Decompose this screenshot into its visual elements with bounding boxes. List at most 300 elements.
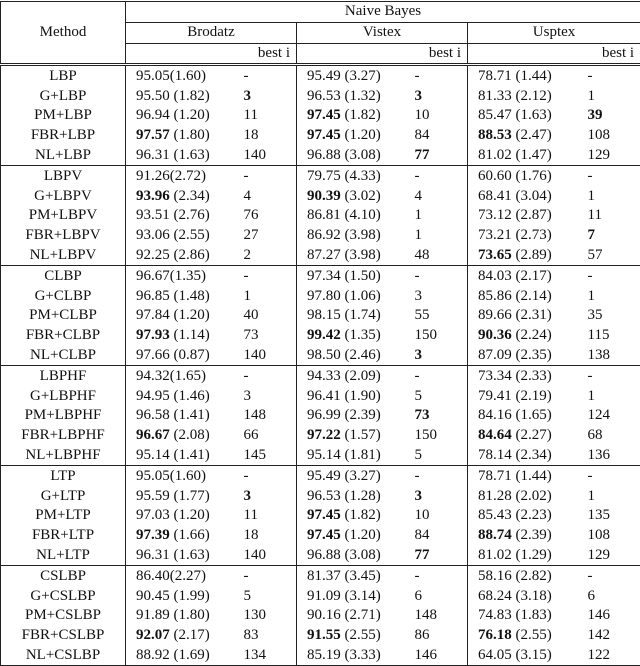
best-i-cell xyxy=(588,546,640,566)
method-cell: NL+LTP xyxy=(1,546,126,566)
accuracy-mean: 97.66 xyxy=(136,347,170,363)
accuracy-std: (1.82) xyxy=(341,507,381,523)
accuracy-cell xyxy=(126,266,244,286)
best-i-value: 1 xyxy=(244,288,252,304)
accuracy-std: (2.82) xyxy=(512,568,552,584)
best-i-value: 1 xyxy=(588,288,596,304)
accuracy-cell xyxy=(297,206,415,226)
accuracy-cell xyxy=(297,446,415,466)
best-i-cell xyxy=(244,306,297,326)
table-row xyxy=(1,586,640,606)
best-i-cell xyxy=(244,506,297,526)
accuracy-cell xyxy=(468,406,588,426)
accuracy-mean: 98.15 xyxy=(307,307,341,323)
best-i-cell xyxy=(244,366,297,386)
accuracy-std: (2.73) xyxy=(512,227,552,243)
accuracy-cell xyxy=(126,486,244,506)
accuracy-mean: 91.55 xyxy=(307,627,341,643)
accuracy-std: (1.63) xyxy=(512,107,552,123)
best-i-value: 129 xyxy=(588,547,611,563)
accuracy-mean: 99.42 xyxy=(307,327,341,343)
accuracy-std: (1.99) xyxy=(170,588,210,604)
method-cell: FBR+LBPHF xyxy=(1,426,126,446)
best-i-cell xyxy=(244,326,297,346)
accuracy-std: (1.77) xyxy=(170,488,210,504)
accuracy-mean: 97.22 xyxy=(307,427,341,443)
accuracy-cell xyxy=(297,286,415,306)
accuracy-std: (2.87) xyxy=(512,207,552,223)
method-cell: G+LTP xyxy=(1,486,126,506)
method-cell: PM+CLBP xyxy=(1,306,126,326)
best-i-value: 68 xyxy=(588,427,603,443)
best-i-cell xyxy=(244,566,297,586)
best-i-value: - xyxy=(588,268,593,284)
accuracy-cell xyxy=(297,326,415,346)
accuracy-std: (3.08) xyxy=(341,147,381,163)
accuracy-std: (3.27) xyxy=(341,68,381,84)
accuracy-cell xyxy=(126,646,244,666)
accuracy-cell xyxy=(468,65,588,86)
accuracy-mean: 73.34 xyxy=(478,368,512,384)
best-i-cell xyxy=(415,166,468,186)
accuracy-cell xyxy=(297,146,415,166)
accuracy-cell xyxy=(297,166,415,186)
accuracy-mean: 90.16 xyxy=(307,607,341,623)
accuracy-std: (3.15) xyxy=(512,647,552,663)
accuracy-mean: 94.95 xyxy=(136,388,170,404)
best-i-value: 142 xyxy=(588,627,611,643)
table-row xyxy=(1,246,640,266)
accuracy-cell xyxy=(297,406,415,426)
accuracy-std: (1.63) xyxy=(170,147,210,163)
best-i-cell xyxy=(415,206,468,226)
accuracy-cell xyxy=(468,226,588,246)
best-i-value: - xyxy=(415,168,420,184)
best-i-value: 5 xyxy=(415,388,423,404)
method-cell: FBR+LBP xyxy=(1,126,126,146)
accuracy-std: (2.23) xyxy=(512,507,552,523)
accuracy-mean: 81.28 xyxy=(478,488,512,504)
accuracy-std: (1.41) xyxy=(170,407,210,423)
accuracy-std: (1.66) xyxy=(170,527,210,543)
accuracy-cell xyxy=(468,366,588,386)
accuracy-mean: 81.37 xyxy=(307,568,341,584)
best-i-cell xyxy=(244,226,297,246)
accuracy-cell xyxy=(297,65,415,86)
best-i-cell xyxy=(588,166,640,186)
method-cell: FBR+CSLBP xyxy=(1,626,126,646)
accuracy-std: (2.34) xyxy=(512,447,552,463)
best-i-value: - xyxy=(244,568,249,584)
accuracy-cell xyxy=(126,406,244,426)
best-i-cell xyxy=(588,586,640,606)
accuracy-cell xyxy=(468,546,588,566)
best-i-value: 3 xyxy=(415,288,423,304)
accuracy-std: (1.57) xyxy=(341,427,381,443)
best-i-value: - xyxy=(415,468,420,484)
table-row xyxy=(1,506,640,526)
accuracy-std: (1.41) xyxy=(170,447,210,463)
best-i-cell xyxy=(415,126,468,146)
accuracy-cell xyxy=(468,266,588,286)
accuracy-cell xyxy=(126,606,244,626)
best-i-cell xyxy=(415,346,468,366)
method-cell: NL+LBPHF xyxy=(1,446,126,466)
table-row xyxy=(1,226,640,246)
table-row xyxy=(1,366,640,386)
accuracy-cell xyxy=(297,646,415,666)
best-i-cell xyxy=(588,606,640,626)
method-cell: CLBP xyxy=(1,266,126,286)
accuracy-mean: 96.58 xyxy=(136,407,170,423)
accuracy-std: (3.33) xyxy=(341,647,381,663)
accuracy-std: (2.86) xyxy=(170,247,210,263)
accuracy-cell xyxy=(126,186,244,206)
accuracy-std: (2.02) xyxy=(512,488,552,504)
best-i-cell xyxy=(588,486,640,506)
best-i-cell xyxy=(415,466,468,486)
accuracy-std: (2.55) xyxy=(512,627,552,643)
accuracy-mean: 79.75 xyxy=(307,168,341,184)
best-i-value: 48 xyxy=(415,247,430,263)
method-cell: PM+LBPHF xyxy=(1,406,126,426)
best-i-cell xyxy=(588,426,640,446)
best-i-cell xyxy=(415,606,468,626)
best-i-cell xyxy=(588,346,640,366)
accuracy-cell xyxy=(126,346,244,366)
best-i-value: 148 xyxy=(244,407,267,423)
table-row xyxy=(1,326,640,346)
accuracy-cell xyxy=(126,65,244,86)
table-row xyxy=(1,166,640,186)
table-row xyxy=(1,106,640,126)
accuracy-cell xyxy=(126,366,244,386)
accuracy-cell xyxy=(126,446,244,466)
accuracy-mean: 74.83 xyxy=(478,607,512,623)
best-i-cell xyxy=(415,446,468,466)
accuracy-std: (0.87) xyxy=(170,347,210,363)
accuracy-std: (1.69) xyxy=(170,647,210,663)
accuracy-std: (2.35) xyxy=(512,347,552,363)
accuracy-mean: 58.16 xyxy=(478,568,512,584)
best-i-value: - xyxy=(415,268,420,284)
best-i-value: 11 xyxy=(588,207,602,223)
accuracy-std: (1.82) xyxy=(341,107,381,123)
accuracy-mean: 64.05 xyxy=(478,647,512,663)
accuracy-cell xyxy=(126,86,244,106)
accuracy-cell xyxy=(126,226,244,246)
table-row xyxy=(1,206,640,226)
best-i-cell xyxy=(415,306,468,326)
accuracy-cell xyxy=(468,166,588,186)
best-i-value: 130 xyxy=(244,607,267,623)
best-i-cell xyxy=(244,606,297,626)
accuracy-std: (2.46) xyxy=(341,347,381,363)
table-row xyxy=(1,306,640,326)
best-i-value: 3 xyxy=(415,88,423,104)
method-header: Method xyxy=(1,2,126,65)
accuracy-std: (1.46) xyxy=(170,388,210,404)
accuracy-mean: 95.49 xyxy=(307,468,341,484)
best-i-cell xyxy=(588,186,640,206)
method-cell: NL+CSLBP xyxy=(1,646,126,666)
accuracy-mean: 96.99 xyxy=(307,407,341,423)
best-i-cell xyxy=(415,526,468,546)
accuracy-std: (1.60) xyxy=(170,468,206,484)
accuracy-mean: 95.05 xyxy=(136,468,170,484)
best-i-cell xyxy=(588,286,640,306)
best-i-cell xyxy=(244,146,297,166)
best-i-value: - xyxy=(588,468,593,484)
accuracy-std: (2.08) xyxy=(170,427,210,443)
method-cell: LBP xyxy=(1,65,126,86)
accuracy-std: (1.80) xyxy=(170,127,210,143)
best-i-value: 1 xyxy=(415,207,423,223)
accuracy-std: (1.76) xyxy=(512,168,552,184)
accuracy-cell xyxy=(468,506,588,526)
accuracy-cell xyxy=(126,546,244,566)
accuracy-cell xyxy=(468,466,588,486)
accuracy-mean: 95.14 xyxy=(307,447,341,463)
best-i-value: 18 xyxy=(244,127,259,143)
accuracy-cell xyxy=(297,246,415,266)
best-i-value: 77 xyxy=(415,147,430,163)
method-cell: NL+LBP xyxy=(1,146,126,166)
accuracy-mean: 76.18 xyxy=(478,627,512,643)
best-i-header: best i xyxy=(126,43,297,65)
accuracy-mean: 60.60 xyxy=(478,168,512,184)
best-i-value: 40 xyxy=(244,307,259,323)
accuracy-mean: 73.12 xyxy=(478,207,512,223)
accuracy-cell xyxy=(297,366,415,386)
accuracy-std: (2.47) xyxy=(512,127,552,143)
best-i-cell xyxy=(415,406,468,426)
method-cell: G+LBPV xyxy=(1,186,126,206)
accuracy-cell xyxy=(468,206,588,226)
best-i-cell xyxy=(244,626,297,646)
best-i-value: 140 xyxy=(244,147,267,163)
best-i-cell xyxy=(588,266,640,286)
accuracy-cell xyxy=(126,586,244,606)
accuracy-mean: 95.59 xyxy=(136,488,170,504)
accuracy-cell xyxy=(126,626,244,646)
accuracy-mean: 96.88 xyxy=(307,547,341,563)
best-i-value: 148 xyxy=(415,607,438,623)
accuracy-std: (1.47) xyxy=(512,147,552,163)
accuracy-mean: 97.45 xyxy=(307,127,341,143)
best-i-value: 77 xyxy=(415,547,430,563)
best-i-cell xyxy=(415,486,468,506)
table-row xyxy=(1,606,640,626)
accuracy-std: (4.10) xyxy=(341,207,381,223)
best-i-cell xyxy=(415,506,468,526)
accuracy-std: (1.81) xyxy=(341,447,381,463)
best-i-cell xyxy=(244,426,297,446)
accuracy-mean: 87.27 xyxy=(307,247,341,263)
accuracy-cell xyxy=(468,306,588,326)
best-i-value: 3 xyxy=(244,488,252,504)
classifier-header: Naive Bayes xyxy=(126,2,640,23)
table-row xyxy=(1,386,640,406)
best-i-header: best i xyxy=(297,43,468,65)
best-i-value: 11 xyxy=(244,107,258,123)
best-i-cell xyxy=(588,566,640,586)
accuracy-cell xyxy=(468,446,588,466)
table-row xyxy=(1,286,640,306)
accuracy-cell xyxy=(468,346,588,366)
accuracy-mean: 98.50 xyxy=(307,347,341,363)
accuracy-cell xyxy=(297,106,415,126)
best-i-cell xyxy=(244,166,297,186)
best-i-value: - xyxy=(588,368,593,384)
accuracy-mean: 78.14 xyxy=(478,447,512,463)
accuracy-std: (2.17) xyxy=(170,627,210,643)
best-i-value: 1 xyxy=(588,388,596,404)
best-i-cell xyxy=(415,65,468,86)
accuracy-cell xyxy=(126,106,244,126)
best-i-value: 10 xyxy=(415,107,430,123)
table-row xyxy=(1,466,640,486)
accuracy-std: (2.39) xyxy=(512,527,552,543)
best-i-value: 76 xyxy=(244,207,259,223)
accuracy-std: (1.20) xyxy=(170,507,210,523)
best-i-cell xyxy=(415,106,468,126)
accuracy-mean: 96.67 xyxy=(136,427,170,443)
accuracy-cell xyxy=(297,566,415,586)
method-cell: G+LBPHF xyxy=(1,386,126,406)
best-i-cell xyxy=(244,646,297,666)
best-i-value: - xyxy=(244,68,249,84)
accuracy-std: (1.82) xyxy=(170,88,210,104)
dataset-header-brodatz: Brodatz xyxy=(126,22,297,43)
accuracy-mean: 68.24 xyxy=(478,588,512,604)
best-i-cell xyxy=(244,386,297,406)
best-i-value: 84 xyxy=(415,127,430,143)
accuracy-mean: 93.96 xyxy=(136,188,170,204)
accuracy-std: (2.34) xyxy=(170,188,210,204)
accuracy-mean: 84.16 xyxy=(478,407,512,423)
best-i-value: 1 xyxy=(415,227,423,243)
table-row xyxy=(1,646,640,666)
accuracy-std: (1.20) xyxy=(170,307,210,323)
best-i-value: - xyxy=(244,368,249,384)
best-i-value: 138 xyxy=(588,347,611,363)
accuracy-cell xyxy=(126,166,244,186)
accuracy-mean: 95.49 xyxy=(307,68,341,84)
best-i-cell xyxy=(588,466,640,486)
best-i-value: 108 xyxy=(588,127,611,143)
best-i-value: - xyxy=(415,368,420,384)
best-i-value: 140 xyxy=(244,547,267,563)
accuracy-std: (2.14) xyxy=(512,288,552,304)
best-i-value: 108 xyxy=(588,527,611,543)
accuracy-mean: 78.71 xyxy=(478,68,512,84)
best-i-value: - xyxy=(244,268,249,284)
table-body xyxy=(1,65,640,666)
best-i-value: - xyxy=(244,468,249,484)
accuracy-std: (1.14) xyxy=(170,327,210,343)
accuracy-cell xyxy=(468,286,588,306)
accuracy-std: (1.20) xyxy=(341,127,381,143)
accuracy-mean: 84.64 xyxy=(478,427,512,443)
best-i-cell xyxy=(588,446,640,466)
best-i-cell xyxy=(588,65,640,86)
best-i-value: 73 xyxy=(244,327,259,343)
accuracy-mean: 91.89 xyxy=(136,607,170,623)
accuracy-std: (1.20) xyxy=(341,527,381,543)
accuracy-std: (2.71) xyxy=(341,607,381,623)
accuracy-std: (1.50) xyxy=(341,268,381,284)
table-row xyxy=(1,406,640,426)
accuracy-mean: 89.66 xyxy=(478,307,512,323)
accuracy-mean: 95.14 xyxy=(136,447,170,463)
accuracy-mean: 97.84 xyxy=(136,307,170,323)
accuracy-mean: 88.53 xyxy=(478,127,512,143)
dataset-header-vistex: Vistex xyxy=(297,22,468,43)
accuracy-std: (3.14) xyxy=(341,588,381,604)
accuracy-std: (1.74) xyxy=(341,307,381,323)
accuracy-cell xyxy=(297,526,415,546)
accuracy-mean: 81.02 xyxy=(478,547,512,563)
accuracy-cell xyxy=(297,226,415,246)
accuracy-std: (4.33) xyxy=(341,168,381,184)
accuracy-cell xyxy=(297,126,415,146)
best-i-value: 3 xyxy=(415,488,423,504)
accuracy-mean: 91.09 xyxy=(307,588,341,604)
accuracy-mean: 85.19 xyxy=(307,647,341,663)
best-i-value: - xyxy=(588,68,593,84)
method-cell: NL+LBPV xyxy=(1,246,126,266)
best-i-value: 2 xyxy=(244,247,252,263)
method-cell: FBR+LTP xyxy=(1,526,126,546)
accuracy-mean: 96.94 xyxy=(136,107,170,123)
table-row xyxy=(1,126,640,146)
accuracy-mean: 68.41 xyxy=(478,188,512,204)
best-i-value: 3 xyxy=(415,347,423,363)
accuracy-mean: 97.80 xyxy=(307,288,341,304)
accuracy-std: (1.32) xyxy=(341,88,381,104)
accuracy-std: (1.83) xyxy=(512,607,552,623)
accuracy-mean: 78.71 xyxy=(478,468,512,484)
best-i-value: 4 xyxy=(244,188,252,204)
accuracy-cell xyxy=(468,246,588,266)
best-i-value: 83 xyxy=(244,627,259,643)
table-row xyxy=(1,626,640,646)
accuracy-cell xyxy=(126,306,244,326)
accuracy-mean: 81.33 xyxy=(478,88,512,104)
accuracy-mean: 96.31 xyxy=(136,547,170,563)
accuracy-mean: 79.41 xyxy=(478,388,512,404)
accuracy-cell xyxy=(468,606,588,626)
accuracy-std: (2.09) xyxy=(341,368,381,384)
accuracy-mean: 92.25 xyxy=(136,247,170,263)
accuracy-std: (1.63) xyxy=(170,547,210,563)
accuracy-mean: 97.93 xyxy=(136,327,170,343)
best-i-value: 122 xyxy=(588,647,611,663)
accuracy-mean: 96.53 xyxy=(307,488,341,504)
best-i-cell xyxy=(588,406,640,426)
accuracy-mean: 90.45 xyxy=(136,588,170,604)
accuracy-mean: 86.92 xyxy=(307,227,341,243)
best-i-cell xyxy=(588,126,640,146)
accuracy-mean: 73.21 xyxy=(478,227,512,243)
best-i-cell xyxy=(244,346,297,366)
best-i-value: 6 xyxy=(588,588,596,604)
best-i-value: 35 xyxy=(588,307,603,323)
best-i-cell xyxy=(244,446,297,466)
accuracy-cell xyxy=(297,386,415,406)
accuracy-std: (1.35) xyxy=(170,268,206,284)
